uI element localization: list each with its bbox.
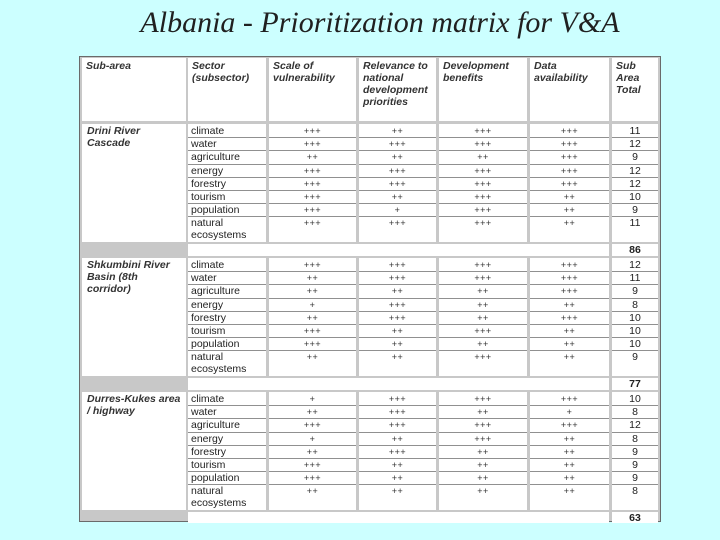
subarea-name: Shkumbini River Basin (8th corridor)	[82, 258, 186, 376]
matrix-cell: ++	[306, 446, 319, 457]
matrix-cell: forestry	[191, 311, 227, 324]
matrix-cell: ++	[563, 352, 576, 363]
header-total: Sub Area Total	[612, 58, 658, 121]
subarea-name: Durres-Kukes area / highway	[82, 392, 186, 510]
matrix-cell: ++	[391, 126, 404, 136]
matrix-cell: +++	[474, 192, 492, 202]
matrix-cell: ++	[563, 205, 576, 216]
total-column	[612, 258, 658, 376]
matrix-cell: +++	[303, 326, 322, 336]
matrix-cell: ++	[477, 286, 489, 297]
subarea-subtotal: 86	[612, 244, 658, 256]
matrix-cell: +++	[303, 165, 322, 176]
matrix-cell: +++	[388, 394, 407, 404]
matrix-cell: ++	[477, 152, 489, 163]
matrix-cell: ++	[563, 446, 576, 457]
matrix-cell: ++	[391, 473, 404, 484]
matrix-cell: energy	[191, 298, 224, 311]
matrix-cell: +++	[303, 339, 322, 350]
matrix-cell: ++	[306, 273, 319, 284]
matrix-cell: 8	[632, 298, 638, 311]
matrix-cell: agriculture	[191, 285, 241, 298]
matrix-cell: +++	[388, 420, 407, 431]
data-availability-column	[530, 124, 609, 242]
prioritization-matrix-table	[79, 56, 661, 522]
matrix-cell: 9	[632, 285, 638, 298]
matrix-cell: ++	[563, 460, 576, 470]
header-vulnerability: Scale of vulnerability	[269, 58, 356, 121]
matrix-cell: ++	[563, 192, 576, 202]
matrix-cell: +++	[303, 205, 322, 216]
total-column	[612, 392, 658, 510]
matrix-cell: +++	[474, 394, 492, 404]
matrix-cell: +++	[474, 139, 492, 150]
vulnerability-column	[269, 258, 356, 376]
sector-column	[188, 392, 266, 510]
matrix-cell: water	[191, 138, 217, 151]
matrix-cell: 12	[629, 138, 641, 151]
benefits-column	[439, 392, 527, 510]
matrix-cell: +++	[560, 165, 579, 176]
matrix-cell: 12	[629, 419, 641, 432]
matrix-cell: +++	[388, 299, 407, 310]
matrix-cell: 11	[629, 125, 641, 137]
matrix-cell: natural ecosystems	[191, 217, 247, 242]
matrix-cell: 9	[632, 459, 638, 471]
matrix-cell: +++	[474, 126, 492, 136]
matrix-cell: tourism	[191, 459, 226, 471]
matrix-cell: ++	[477, 312, 489, 323]
subarea-name: Drini River Cascade	[82, 124, 186, 242]
matrix-cell: +++	[474, 165, 492, 176]
matrix-cell: ++	[477, 473, 489, 484]
matrix-cell: +	[394, 205, 401, 216]
matrix-cell: +++	[388, 165, 407, 176]
matrix-cell: population	[191, 472, 240, 485]
matrix-cell: water	[191, 272, 217, 285]
matrix-cell: +++	[303, 218, 322, 229]
matrix-cell: ++	[306, 352, 319, 363]
matrix-cell: ++	[306, 407, 319, 418]
matrix-cell: +++	[303, 420, 322, 431]
matrix-cell: +++	[474, 273, 492, 284]
slide-title: Albania - Prioritization matrix for V&A	[140, 6, 620, 39]
relevance-column	[359, 392, 436, 510]
matrix-cell: +++	[388, 218, 407, 229]
matrix-cell: +++	[388, 446, 407, 457]
matrix-cell: +++	[303, 126, 322, 136]
matrix-cell: ++	[477, 299, 489, 310]
matrix-cell: 10	[629, 393, 641, 405]
matrix-cell: 12	[629, 259, 641, 271]
matrix-cell: +++	[474, 433, 492, 444]
benefits-column	[439, 124, 527, 242]
header-sector: Sector (subsector)	[188, 58, 266, 121]
matrix-cell: +++	[560, 260, 579, 270]
matrix-cell: population	[191, 338, 240, 351]
matrix-cell: climate	[191, 393, 225, 405]
matrix-cell: ++	[563, 433, 576, 444]
matrix-cell: +++	[474, 218, 492, 229]
matrix-cell: ++	[391, 326, 404, 336]
subtotal-spacer	[188, 244, 609, 256]
matrix-cell: ++	[477, 407, 489, 418]
matrix-cell: ++	[391, 152, 404, 163]
matrix-cell: ++	[477, 339, 489, 350]
matrix-cell: 8	[632, 485, 638, 498]
matrix-cell: 11	[629, 217, 641, 230]
vulnerability-column	[269, 392, 356, 510]
matrix-cell: tourism	[191, 191, 226, 203]
matrix-cell: ++	[563, 299, 576, 310]
benefits-column	[439, 258, 527, 376]
matrix-cell: 12	[629, 164, 641, 177]
matrix-cell: ++	[563, 326, 576, 336]
matrix-cell: +	[309, 299, 316, 310]
matrix-cell: +	[309, 394, 316, 404]
matrix-cell: water	[191, 406, 217, 419]
matrix-cell: +++	[388, 273, 407, 284]
matrix-cell: 10	[629, 191, 641, 203]
sector-column	[188, 124, 266, 242]
matrix-cell: forestry	[191, 177, 227, 190]
matrix-cell: +++	[303, 260, 322, 270]
matrix-cell: ++	[477, 486, 489, 497]
matrix-cell: +++	[474, 178, 492, 189]
data-availability-column	[530, 258, 609, 376]
matrix-cell: +++	[474, 205, 492, 216]
matrix-cell: ++	[306, 486, 319, 497]
matrix-cell: ++	[306, 286, 319, 297]
matrix-cell: ++	[563, 218, 576, 229]
matrix-cell: ++	[391, 286, 404, 297]
header-subarea: Sub-area	[82, 58, 186, 121]
matrix-cell: +++	[474, 326, 492, 336]
matrix-cell: 9	[632, 204, 638, 217]
matrix-cell: ++	[477, 460, 489, 470]
matrix-cell: +++	[388, 178, 407, 189]
matrix-cell: climate	[191, 259, 225, 271]
matrix-cell: 9	[632, 351, 638, 364]
matrix-cell: 9	[632, 472, 638, 485]
relevance-column	[359, 124, 436, 242]
matrix-cell: +++	[388, 312, 407, 323]
matrix-cell: agriculture	[191, 151, 241, 164]
matrix-cell: +	[566, 407, 573, 418]
relevance-column	[359, 258, 436, 376]
matrix-cell: 9	[632, 151, 638, 164]
matrix-cell: +++	[560, 312, 579, 323]
matrix-cell: 8	[632, 432, 638, 445]
matrix-cell: 11	[629, 272, 641, 285]
matrix-cell: natural ecosystems	[191, 485, 247, 510]
matrix-cell: 10	[629, 311, 641, 324]
matrix-cell: +++	[388, 407, 407, 418]
data-availability-column	[530, 392, 609, 510]
matrix-cell: natural ecosystems	[191, 351, 247, 376]
subarea-subtotal: 63	[612, 512, 658, 523]
matrix-cell: ++	[391, 486, 404, 497]
matrix-cell: +++	[560, 273, 579, 284]
matrix-cell: +++	[303, 178, 322, 189]
matrix-cell: +	[309, 433, 316, 444]
matrix-cell: +++	[474, 260, 492, 270]
matrix-cell: ++	[306, 152, 319, 163]
subarea-subtotal: 77	[612, 378, 658, 390]
subtotal-spacer	[188, 512, 609, 523]
matrix-cell: ++	[391, 460, 404, 470]
matrix-cell: ++	[477, 446, 489, 457]
matrix-cell: +++	[474, 352, 492, 363]
matrix-cell: +++	[303, 192, 322, 202]
matrix-cell: climate	[191, 125, 225, 137]
header-relevance: Relevance to national development priorities	[359, 58, 436, 121]
matrix-cell: +++	[303, 460, 322, 470]
matrix-cell: agriculture	[191, 419, 241, 432]
matrix-cell: +++	[560, 152, 579, 163]
header-benefits: Development benefits	[439, 58, 527, 121]
matrix-cell: 10	[629, 325, 641, 337]
matrix-cell: ++	[391, 339, 404, 350]
matrix-cell: tourism	[191, 325, 226, 337]
matrix-cell: ++	[391, 352, 404, 363]
matrix-cell: +++	[560, 286, 579, 297]
subtotal-spacer	[188, 378, 609, 390]
matrix-cell: +++	[303, 473, 322, 484]
matrix-cell: 10	[629, 338, 641, 351]
matrix-cell: +++	[388, 260, 407, 270]
matrix-cell: +++	[560, 126, 579, 136]
matrix-cell: 12	[629, 177, 641, 190]
matrix-cell: forestry	[191, 445, 227, 458]
matrix-cell: ++	[391, 433, 404, 444]
matrix-cell: 8	[632, 406, 638, 419]
matrix-cell: +++	[388, 139, 407, 150]
matrix-cell: +++	[560, 394, 579, 404]
matrix-cell: energy	[191, 432, 224, 445]
matrix-cell: +++	[560, 178, 579, 189]
matrix-cell: +++	[560, 420, 579, 431]
matrix-cell: 9	[632, 445, 638, 458]
total-column	[612, 124, 658, 242]
matrix-cell: +++	[560, 139, 579, 150]
matrix-cell: ++	[391, 192, 404, 202]
sector-column	[188, 258, 266, 376]
matrix-cell: population	[191, 204, 240, 217]
matrix-cell: ++	[306, 312, 319, 323]
vulnerability-column	[269, 124, 356, 242]
header-data-availability: Data availability	[530, 58, 609, 121]
matrix-cell: +++	[303, 139, 322, 150]
matrix-cell: energy	[191, 164, 224, 177]
matrix-cell: +++	[474, 420, 492, 431]
matrix-cell: ++	[563, 486, 576, 497]
matrix-cell: ++	[563, 473, 576, 484]
matrix-cell: ++	[563, 339, 576, 350]
